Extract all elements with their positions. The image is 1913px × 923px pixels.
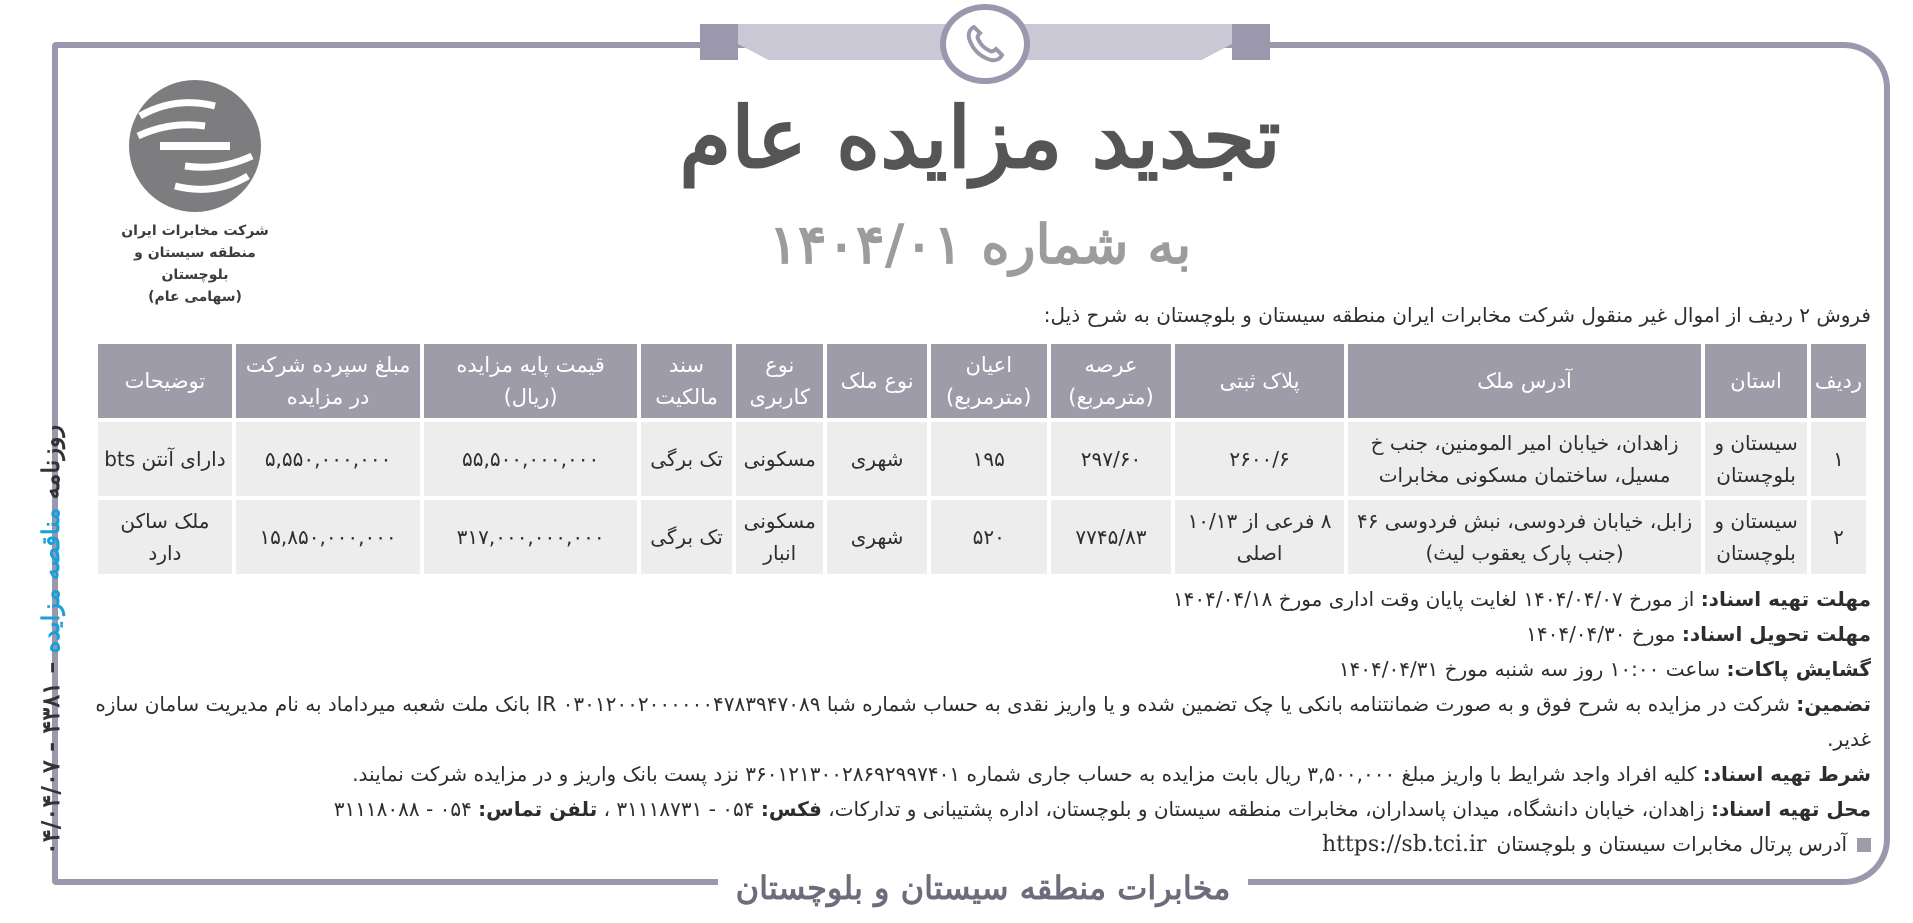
location-line (81, 792, 1871, 827)
cell-province: سیستان و بلوچستان (1705, 422, 1807, 496)
auction-details (81, 582, 1871, 862)
logo-line-3: (سهامی عام) (148, 289, 242, 305)
property-table (94, 340, 1870, 578)
prep-deadline-line (81, 582, 1871, 617)
cell-notes: دارای آنتن bts (98, 422, 232, 496)
guarantee-line (81, 687, 1871, 757)
phone-icon (960, 19, 1010, 69)
portal-text: آدرس پرتال مخابرات سیستان و بلوچستان (1496, 832, 1847, 856)
opening-line (81, 652, 1871, 687)
table-row (98, 500, 1866, 574)
top-decor-block-left (700, 24, 738, 60)
cell-building-area: ۵۲۰ (931, 500, 1047, 574)
condition-label: شرط تهیه اسناد: (1702, 762, 1871, 786)
opening-label: گشایش پاکات: (1726, 657, 1871, 681)
delivery-line (81, 617, 1871, 652)
cell-land-area: ۷۷۴۵/۸۳ (1051, 500, 1171, 574)
guarantee-label: تضمین: (1796, 692, 1871, 716)
fax-label: فکس: (760, 797, 822, 821)
guarantee-text: شرکت در مزایده به شرح فوق و به صورت ضمانتنامه بانکی یا چک تضمین شده و یا واریز نقدی به حساب شماره شبا IR ۰۳۰۱۲۰۰۲۰۰۰۰۰۰۴۷۸۳۹۴۷۰۸۹ بانک ملت شعبه میرداماد به نام مدیریت سامان سازه غدیر. (95, 692, 1871, 751)
cell-deed: تک برگی (641, 422, 732, 496)
bullet-square-icon (1857, 838, 1871, 852)
condition-text: کلیه افراد واجد شرایط با واریز مبلغ ۳,۵۰۰,۰۰۰ ریال بابت مزایده به حساب جاری شماره ۳۶۰۱۲۱۳۰۰۲۸۶۹۲۹۹۷۴۰۱ نزد پست بانک واریز و در مزایده شرکت نمایند. (352, 762, 1697, 786)
col-header-row-number: ردیف (1811, 344, 1866, 418)
cell-base-price: ۵۵,۵۰۰,۰۰۰,۰۰۰ (424, 422, 637, 496)
delivery-label: مهلت تحویل اسناد: (1681, 622, 1871, 646)
table-row (98, 422, 1866, 496)
portal-url-link[interactable]: https://sb.tci.ir (1321, 832, 1487, 857)
col-header-address: آدرس ملک (1348, 344, 1701, 418)
phone-emblem (940, 4, 1030, 84)
condition-line (81, 757, 1871, 792)
col-header-deposit: مبلغ سپرده شرکت در مزایده (236, 344, 420, 418)
col-header-building-area: اعیان (مترمربع) (931, 344, 1047, 418)
col-header-land-area: عرصه (مترمربع) (1051, 344, 1171, 418)
side-label-highlight: مناقصه مزایده (36, 507, 65, 654)
cell-usage-type: مسکونی انبار (736, 500, 823, 574)
col-header-usage-type: نوع کاربری (736, 344, 823, 418)
company-logo (100, 76, 290, 308)
top-decor-block-right (1232, 24, 1270, 60)
location-text: زاهدان، خیابان دانشگاه، میدان پاسداران، مخابرات منطقه سیستان و بلوچستان، اداره پشتیبانی و تدارکات، (828, 797, 1705, 821)
cell-row-number: ۱ (1811, 422, 1866, 496)
cell-deed: تک برگی (641, 500, 732, 574)
col-header-plate: پلاک ثبتی (1175, 344, 1344, 418)
col-header-notes: توضیحات (98, 344, 232, 418)
col-header-property-type: نوع ملک (827, 344, 926, 418)
cell-plate: ۲۶۰۰/۶ (1175, 422, 1344, 496)
page-title: تجدید مزایده عام (679, 88, 1281, 187)
location-label: محل تهیه اسناد: (1710, 797, 1871, 821)
tci-logo-icon (120, 76, 270, 216)
cell-row-number: ۲ (1811, 500, 1866, 574)
portal-line (81, 827, 1871, 862)
cell-land-area: ۲۹۷/۶۰ (1051, 422, 1171, 496)
cell-notes: ملک ساکن دارد (98, 500, 232, 574)
prep-deadline-text: از مورخ ۱۴۰۴/۰۴/۰۷ لغایت پایان وقت اداری مورخ ۱۴۰۴/۰۴/۱۸ (1172, 587, 1695, 611)
cell-building-area: ۱۹۵ (931, 422, 1047, 496)
col-header-base-price: قیمت پایه مزایده (ریال) (424, 344, 637, 418)
intro-text: فروش ۲ ردیف از اموال غیر منقول شرکت مخابرات ایران منطقه سیستان و بلوچستان به شرح ذیل: (1043, 303, 1871, 327)
auction-number: به شماره ۱۴۰۴/۰۱ (768, 212, 1192, 276)
col-header-province: استان (1705, 344, 1807, 418)
phone-label: تلفن تماس: (478, 797, 598, 821)
cell-usage-type: مسکونی (736, 422, 823, 496)
side-label-prefix: روزنامه (36, 424, 65, 500)
cell-deposit: ۱۵,۸۵۰,۰۰۰,۰۰۰ (236, 500, 420, 574)
newspaper-side-label (36, 360, 72, 920)
delivery-text: مورخ ۱۴۰۴/۰۴/۳۰ (1526, 622, 1676, 646)
cell-plate: ۸ فرعی از ۱۰/۱۳ اصلی (1175, 500, 1344, 574)
footer-title: مخابرات منطقه سیستان و بلوچستان (718, 866, 1248, 910)
cell-province: سیستان و بلوچستان (1705, 500, 1807, 574)
phone-text: ۰۵۴ - ۳۱۱۱۸۰۸۸ (333, 797, 472, 821)
fax-text: ۰۵۴ - ۳۱۱۱۸۷۳۱ ، (603, 797, 755, 821)
side-label-suffix: – ۴۳۸۱ - ۰۴/۰۴/۰۷ (36, 661, 65, 856)
prep-deadline-label: مهلت تهیه اسناد: (1700, 587, 1871, 611)
logo-line-1: شرکت مخابرات ایران (121, 223, 269, 239)
cell-deposit: ۵,۵۵۰,۰۰۰,۰۰۰ (236, 422, 420, 496)
opening-text: ساعت ۱۰:۰۰ روز سه شنبه مورخ ۱۴۰۴/۰۴/۳۱ (1338, 657, 1721, 681)
cell-address: زابل، خیابان فردوسی، نبش فردوسی ۴۶ (جنب پارک یعقوب لیث) (1348, 500, 1701, 574)
table-header-row (98, 344, 1866, 418)
cell-property-type: شهری (827, 422, 926, 496)
cell-property-type: شهری (827, 500, 926, 574)
cell-address: زاهدان، خیابان امیر المومنین، جنب خ مسیل، ساختمان مسکونی مخابرات (1348, 422, 1701, 496)
cell-base-price: ۳۱۷,۰۰۰,۰۰۰,۰۰۰ (424, 500, 637, 574)
logo-line-2: منطقه سیستان و بلوچستان (134, 245, 256, 283)
col-header-deed: سند مالکیت (641, 344, 732, 418)
